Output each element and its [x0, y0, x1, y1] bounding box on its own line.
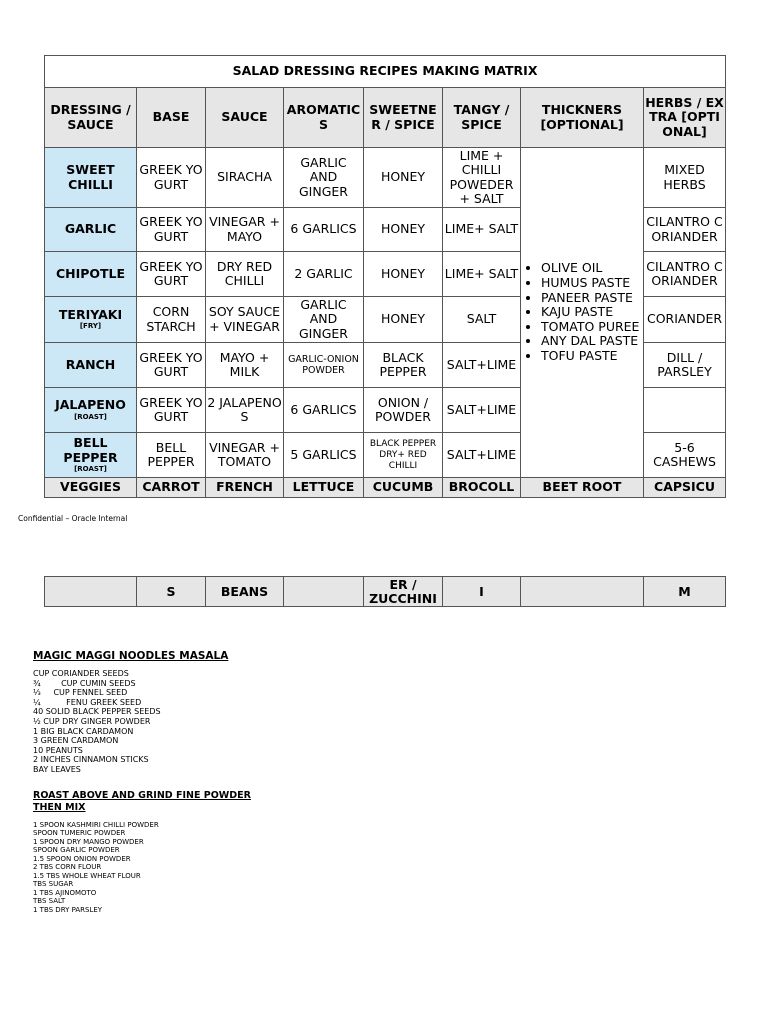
- dressing-name: TERIYAKI: [58, 306, 123, 322]
- list-item: SPOON GARLIC POWDER: [33, 846, 120, 855]
- header-tangy: TANGY / SPICE: [443, 88, 521, 148]
- cell-herbs: DILL / PARSLEY: [644, 343, 726, 388]
- veggies-row: [45, 478, 726, 498]
- cell-aromatics: GARLIC AND GINGER: [284, 297, 364, 343]
- dressing-matrix-table: [44, 55, 726, 498]
- veggie-cell: LETTUCE: [284, 478, 364, 498]
- veggie-cell: CAPSICU: [644, 478, 726, 498]
- dressing-name: RANCH: [65, 356, 116, 372]
- list-item: SPOON TUMERIC POWDER: [33, 829, 126, 838]
- list-item: • PANEER PASTE: [541, 291, 642, 306]
- cell-base: GREEK YOGURT: [137, 252, 206, 297]
- cell-sweet: HONEY: [364, 208, 443, 252]
- veggies-continuation-row: [45, 577, 726, 607]
- ingredients-list: [33, 669, 433, 775]
- cell-sweet: HONEY: [364, 148, 443, 208]
- list-item: 1 BIG BLACK CARDAMON: [33, 726, 134, 736]
- cell-base: GREEK YOGURT: [137, 388, 206, 433]
- cell-aromatics: 6 GARLICS: [284, 388, 364, 433]
- list-item: 10 PEANUTS: [33, 745, 83, 755]
- list-item: 1 SPOON KASHMIRI CHILLI POWDER: [33, 820, 159, 829]
- row-header: [45, 297, 137, 343]
- list-item: ⅓ CUP FENNEL SEED: [33, 688, 128, 698]
- list-item: CUP CORIANDER SEEDS: [33, 669, 129, 678]
- cell-base: BELL PEPPER: [137, 433, 206, 478]
- cell-tangy: LIME+ SALT: [443, 252, 521, 297]
- cell-sauce: MAYO + MILK: [206, 343, 284, 388]
- row-header: [45, 252, 137, 297]
- veggie-cont-cell: S: [137, 577, 206, 607]
- cell-base: GREEK YOGURT: [137, 208, 206, 252]
- veggie-cell: FRENCH: [206, 478, 284, 498]
- list-item: TBS SALT: [33, 897, 66, 906]
- veggie-cell: BROCOLL: [443, 478, 521, 498]
- cell-sauce: DRY RED CHILLI: [206, 252, 284, 297]
- list-item: • KAJU PASTE: [541, 305, 642, 320]
- cell-tangy: SALT+LIME: [443, 433, 521, 478]
- list-item: 2 TBS CORN FLOUR: [33, 863, 102, 872]
- cell-aromatics: GARLIC AND GINGER: [284, 148, 364, 208]
- list-item: 1 TBS DRY PARSLEY: [33, 905, 103, 914]
- cell-sweet: HONEY: [364, 297, 443, 343]
- header-aromatics: AROMATICS: [284, 88, 364, 148]
- thickners-list-cell: [521, 148, 644, 478]
- veggie-cont-cell: [284, 577, 364, 607]
- dressing-name: JALAPENO: [55, 397, 126, 413]
- dressing-name: BELL PEPPER: [63, 435, 118, 465]
- dressing-name: SWEET CHILLI: [66, 162, 115, 192]
- veggie-cont-cell: I: [443, 577, 521, 607]
- list-item: BAY LEAVES: [33, 764, 81, 774]
- list-item: 1 TBS AJINOMOTO: [33, 888, 97, 897]
- veggie-cont-cell: [45, 577, 137, 607]
- cell-tangy: LIME + CHILLI POWEDER + SALT: [443, 148, 521, 208]
- dressing-name: CHIPOTLE: [55, 265, 126, 281]
- list-item: 1.5 SPOON ONION POWDER: [33, 854, 131, 863]
- veggie-cont-cell: M: [644, 577, 726, 607]
- cell-sauce: VINEGAR + MAYO: [206, 208, 284, 252]
- cell-aromatics: 6 GARLICS: [284, 208, 364, 252]
- cell-sauce: SOY SAUCE + VINEGAR: [206, 297, 284, 343]
- list-item: • ANY DAL PASTE: [541, 334, 642, 349]
- noodles-masala-section: [33, 650, 433, 914]
- cell-herbs: 5-6 CASHEWS: [644, 433, 726, 478]
- header-sauce: SAUCE: [206, 88, 284, 148]
- cell-herbs: CORIANDER: [644, 297, 726, 343]
- list-item: TBS SUGAR: [33, 880, 74, 889]
- row-header: [45, 208, 137, 252]
- list-item: 1.5 TBS WHOLE WHEAT FLOUR: [33, 871, 141, 880]
- dressing-name: GARLIC: [64, 221, 117, 237]
- header-thickners: THICKNERS [OPTIONAL]: [521, 88, 644, 148]
- cell-sweet: BLACK PEPPER DRY+ RED CHILLI: [364, 433, 443, 478]
- cell-aromatics: 5 GARLICS: [284, 433, 364, 478]
- list-item: • TOMATO PUREE: [541, 320, 642, 335]
- header-herbs: HERBS / EXTRA [OPTIONAL]: [644, 88, 726, 148]
- cell-herbs: [644, 388, 726, 433]
- list-item: 2 INCHES CINNAMON STICKS: [33, 755, 149, 765]
- cell-tangy: SALT: [443, 297, 521, 343]
- list-item: ¾ CUP CUMIN SEEDS: [33, 678, 136, 688]
- cell-tangy: LIME+ SALT: [443, 208, 521, 252]
- cell-sauce: VINEGAR + TOMATO: [206, 433, 284, 478]
- row-header: [45, 433, 137, 478]
- list-item: • OLIVE OIL: [541, 261, 642, 276]
- roast-instruction-heading: ROAST ABOVE AND GRIND FINE POWDER THEN MIX: [33, 789, 251, 814]
- cell-aromatics: GARLIC-ONION POWDER: [284, 343, 364, 388]
- thickners-list: [525, 261, 642, 363]
- list-item: ½ CUP DRY GINGER POWDER: [33, 716, 151, 726]
- confidential-footer: Confidential – Oracle Internal: [18, 514, 128, 523]
- cell-base: GREEK YOGURT: [137, 148, 206, 208]
- list-item: ¼ FENU GREEK SEED: [33, 697, 142, 707]
- list-item: 3 GREEN CARDAMON: [33, 736, 119, 746]
- cell-herbs: CILANTRO CORIANDER: [644, 252, 726, 297]
- header-sweetner: SWEETNER / SPICE: [364, 88, 443, 148]
- veggie-cell: CARROT: [137, 478, 206, 498]
- cell-base: CORN STARCH: [137, 297, 206, 343]
- cell-sweet: BLACK PEPPER: [364, 343, 443, 388]
- veggie-cont-cell: ER / ZUCCHINI: [364, 577, 443, 607]
- cell-sweet: HONEY: [364, 252, 443, 297]
- mix-list: [33, 821, 433, 915]
- row-header: [45, 343, 137, 388]
- veggie-cell: CUCUMB: [364, 478, 443, 498]
- cell-tangy: SALT+LIME: [443, 343, 521, 388]
- list-item: 1 SPOON DRY MANGO POWDER: [33, 837, 144, 846]
- list-item: 40 SOLID BLACK PEPPER SEEDS: [33, 707, 161, 717]
- dressing-method-tag: [ROAST]: [74, 412, 107, 421]
- cell-herbs: CILANTRO CORIANDER: [644, 208, 726, 252]
- cell-sauce: SIRACHA: [206, 148, 284, 208]
- veggie-cell: VEGGIES: [45, 478, 137, 498]
- veggie-cont-cell: BEANS: [206, 577, 284, 607]
- cell-herbs: MIXED HERBS: [644, 148, 726, 208]
- veggie-cont-cell: [521, 577, 644, 607]
- veggies-continuation-table: [44, 576, 726, 607]
- table-row: [45, 148, 726, 208]
- cell-sweet: ONION / POWDER: [364, 388, 443, 433]
- noodles-title: MAGIC MAGGI NOODLES MASALA: [33, 650, 229, 662]
- row-header: [45, 148, 137, 208]
- dressing-method-tag: [FRY]: [79, 322, 102, 331]
- veggie-cell: BEET ROOT: [521, 478, 644, 498]
- cell-aromatics: 2 GARLIC: [284, 252, 364, 297]
- list-item: • TOFU PASTE: [541, 349, 642, 364]
- row-header: [45, 388, 137, 433]
- dressing-method-tag: [ROAST]: [74, 465, 107, 473]
- cell-tangy: SALT+LIME: [443, 388, 521, 433]
- cell-base: GREEK YOGURT: [137, 343, 206, 388]
- list-item: • HUMUS PASTE: [541, 276, 642, 291]
- header-base: BASE: [137, 88, 206, 148]
- header-dressing: DRESSING / SAUCE: [45, 88, 137, 148]
- matrix-title: SALAD DRESSING RECIPES MAKING MATRIX: [45, 56, 726, 88]
- cell-sauce: 2 JALAPENOS: [206, 388, 284, 433]
